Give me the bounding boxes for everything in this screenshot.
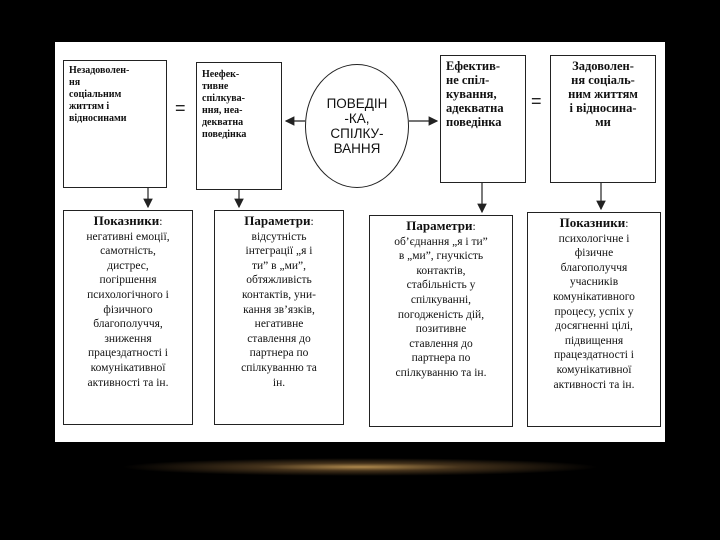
box-body: негативні емоції, самотність, дистрес, погіршення психологічного і фізичного благополуччя, зниження працездатності і комунікативної активності та ін. xyxy=(86,230,170,389)
box-heading: Параметри xyxy=(406,218,473,233)
parameters-negative-box: Параметри: відсутність інтеграції „я і ти” в „ми”, обтяжливість контактів, уни- кання зв’язків, негативне ставлення до партнера по спілкуванню та ін. xyxy=(214,210,344,425)
box-body: об’єднання „я і ти” в „ми”, гнучкість контактів, стабільність у спілкуванні, погодженість дій, позитивне ставлення до партнера по спілкуванню та ін. xyxy=(394,235,488,379)
dissatisfaction-box: Незадоволен- ня соціальним життям і відносинами xyxy=(63,60,167,188)
box-heading: Показники xyxy=(559,215,626,230)
ineffective-communication-box: Неефек- тивне спілкува- ння, неа- декватна поведінка xyxy=(196,62,282,190)
equals-sign-left: = xyxy=(175,98,186,118)
satisfaction-box: Задоволен- ня соціаль- ним життям і відносина- ми xyxy=(550,55,656,183)
behavior-communication-circle: ПОВЕДІН -КА, СПІЛКУ- ВАННЯ xyxy=(305,64,409,188)
equals-sign-right: = xyxy=(531,91,542,111)
box-heading: Показники xyxy=(93,213,160,228)
indicators-positive-box: Показники: психологічне і фізичне благополуччя учасників комунікативного процесу, успіх у досягненні цілі, підвищення працездатності і комунікативної активності та ін. xyxy=(527,212,661,427)
parameters-positive-box: Параметри: об’єднання „я і ти” в „ми”, гнучкість контактів, стабільність у спілкуванні, погодженість дій, позитивне ставлення до партнера по спілкуванню та ін. xyxy=(369,215,513,427)
box-body: психологічне і фізичне благополуччя учасників комунікативного процесу, успіх у досягненні цілі, підвищення працездатності і комунікативної активності та ін. xyxy=(553,232,635,391)
decorative-glow xyxy=(120,458,600,476)
indicators-negative-box: Показники: негативні емоції, самотність, дистрес, погіршення психологічного і фізичного благополуччя, зниження працездатності і комунікативної активності та ін. xyxy=(63,210,193,425)
box-heading: Параметри xyxy=(244,213,311,228)
box-body: відсутність інтеграції „я і ти” в „ми”, обтяжливість контактів, уни- кання зв’язків, негативне ставлення до партнера по спілкуванню та ін. xyxy=(241,230,317,389)
effective-communication-box: Ефектив- не спіл- кування, адекватна поведінка xyxy=(440,55,526,183)
